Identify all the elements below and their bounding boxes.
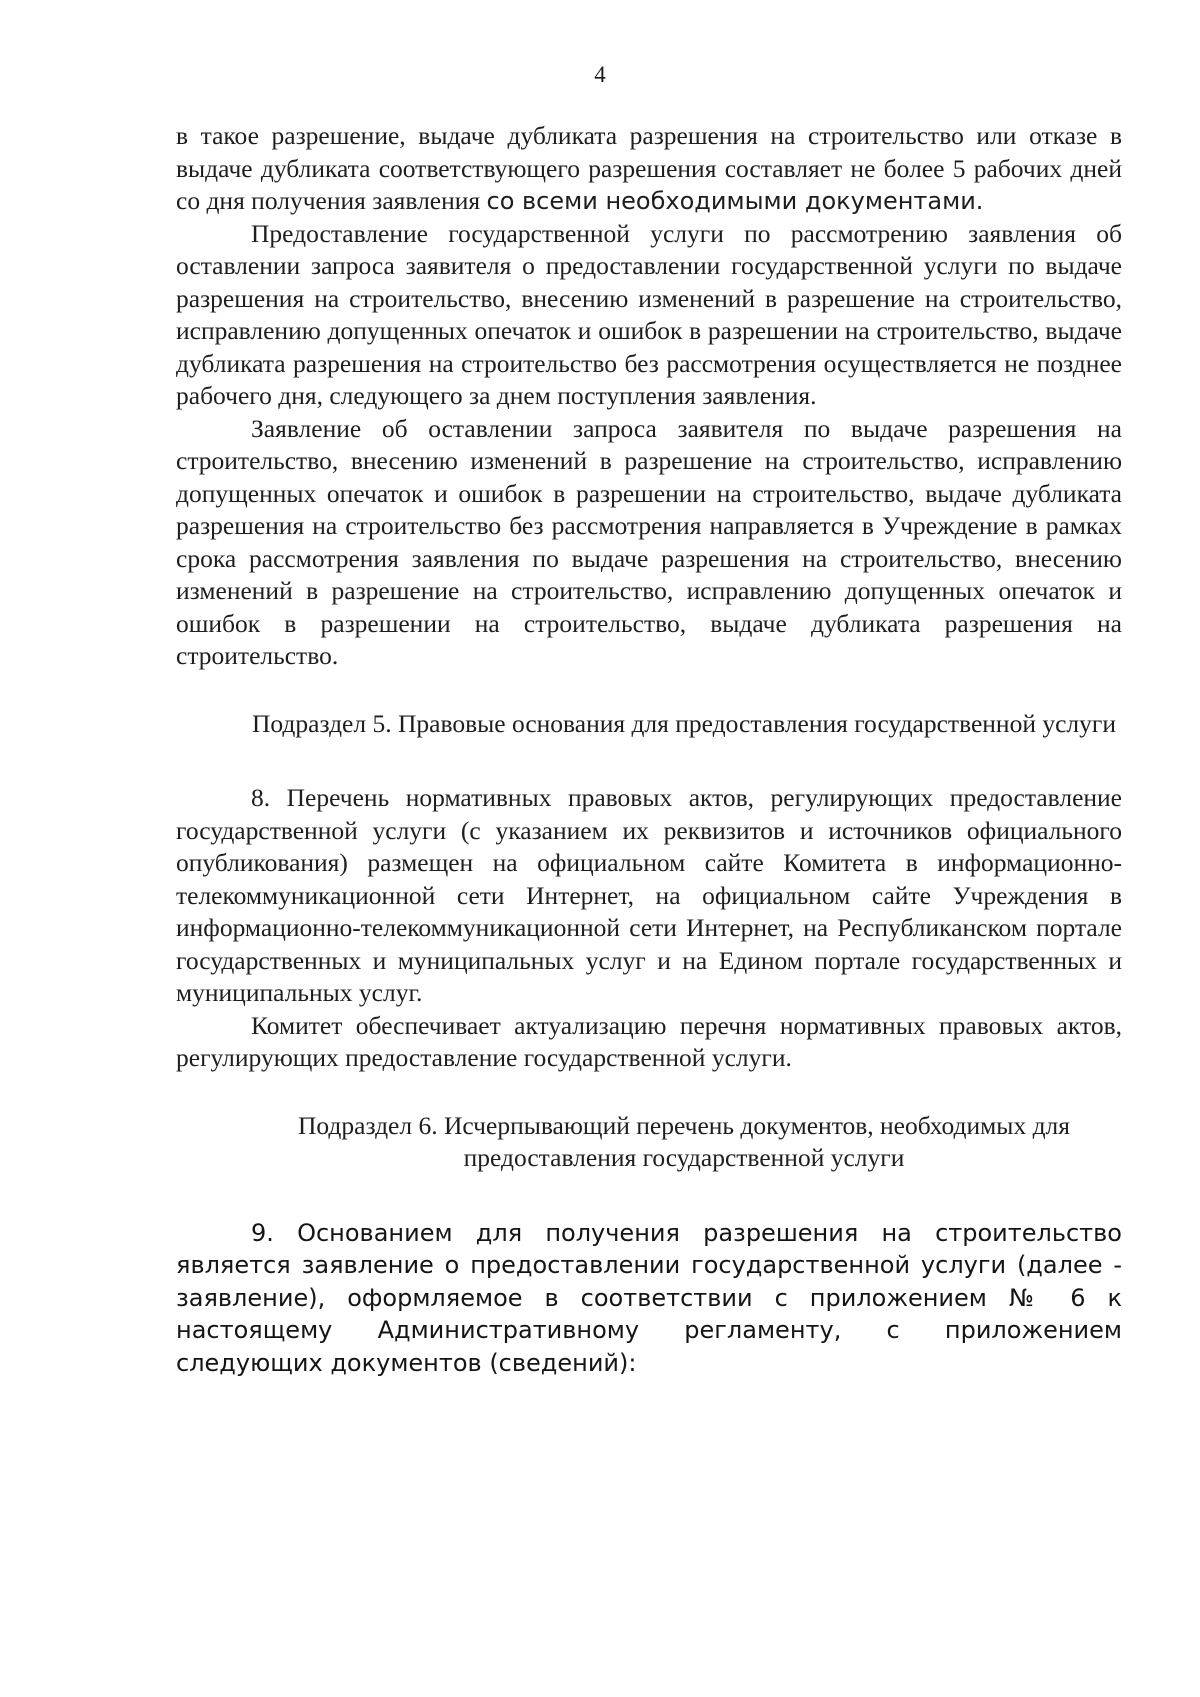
page-content [176, 120, 1122, 1379]
paragraph-abandon-request-submission: Заявление об оставлении запроса заявителя по выдаче разрешения на строительство, внесению изменений в разрешение на строительство, исправлению допущенных опечаток и ошибок в разрешении на строительство, выдаче дубликата разрешения на строительство без рассмотрения направляется в Учреждение в рамках срока рассмотрения заявления по выдаче разрешения на строительство, внесению изменений в разрешение на строительство, исправлению допущенных опечаток и ошибок в разрешении на строительство, выдаче дубликата разрешения на строительство. [176, 413, 1122, 670]
paragraph-abandon-request-term: Предоставление государственной услуги по рассмотрению заявления об оставлении запроса заявителя о предоставлении государственной услуги по выдаче разрешения на строительство, внесению изменений в разрешение на строительство, исправлению допущенных опечаток и ошибок в разрешении на строительство, выдаче дубликата разрешения на строительство без рассмотрения осуществляется не позднее рабочего дня, следующего за днем поступления заявления. [176, 218, 1122, 410]
section-heading-6: Подраздел 6. Исчерпывающий перечень документов, необходимых для предоставления государственной услуги [297, 1110, 1070, 1172]
spacer [176, 740, 1122, 782]
paragraph-continuation-emphasis: со всеми необходимыми документами. [486, 187, 984, 215]
section-heading-5: Подраздел 5. Правовые основания для предоставления государственной услуги [252, 708, 1116, 738]
paragraph-legal-acts-list: 8. Перечень нормативных правовых актов, регулирующих предоставление государственной услуги (с указанием их реквизитов и источников официального опубликования) размещен на официальном сайте Комитета в информационно-телекоммуникационной сети Интернет, на официальном сайте Учреждения в информационно-телекоммуникационной сети Интернет, на Республиканском портале государственных и муниципальных услуг и на Едином портале государственных и муниципальных услуг. [176, 783, 1122, 1007]
spacer [176, 1075, 1122, 1110]
paragraph-permit-grounds: 9. Основанием для получения разрешения на строительство является заявление о предоставлении государственной услуги (далее - заявление), оформляемое в соответствии с приложением № 6 к настоящему Административному регламенту, с приложением следующих документов (сведений): [176, 1218, 1122, 1377]
paragraph-continuation-text: в такое разрешение, выдаче дубликата разрешения на строительство или отказе в выдаче дубликата соответствующего разрешения составляет не более 5 рабочих дней со дня получения заявления [176, 121, 1122, 215]
page-number: 4 [594, 62, 606, 87]
paragraph-legal-acts-update: Комитет обеспечивает актуализацию перечня нормативных правовых актов, регулирующих предоставление государственной услуги. [176, 1010, 1122, 1072]
spacer [176, 1175, 1122, 1217]
paragraph-continuation [176, 120, 1122, 218]
spacer [176, 673, 1122, 708]
